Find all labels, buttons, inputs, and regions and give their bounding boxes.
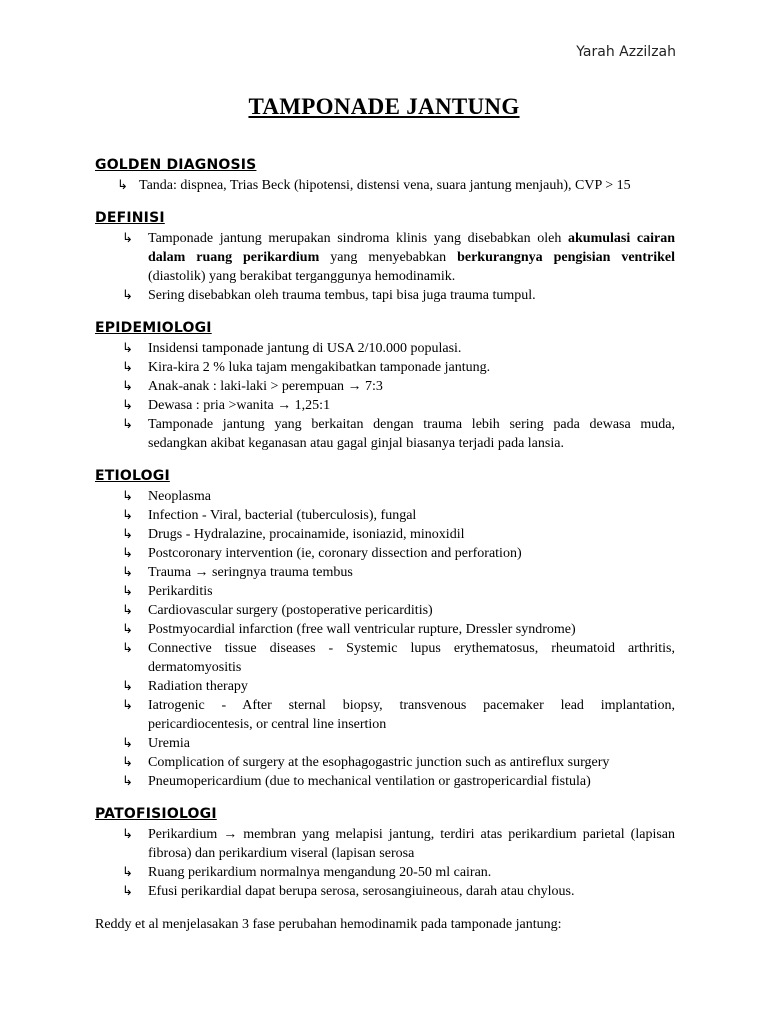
list-item — [95, 358, 675, 377]
list-item — [95, 882, 675, 901]
hooked-arrow-icon: ↳ — [122, 341, 133, 356]
hooked-arrow-icon: ↳ — [122, 546, 133, 561]
hooked-arrow-icon: ↳ — [122, 379, 133, 394]
section-heading: GOLDEN DIAGNOSIS — [95, 157, 257, 173]
list-item — [95, 601, 675, 620]
list-item-text: Uremia — [148, 736, 190, 751]
hooked-arrow-icon: ↳ — [122, 489, 133, 504]
list-item-text: Neoplasma — [148, 489, 211, 504]
section-heading: ETIOLOGI — [95, 468, 170, 484]
list-item — [95, 863, 675, 882]
list-item — [95, 639, 675, 677]
list-item-text: Dewasa : pria >wanita → 1,25:1 — [148, 398, 331, 413]
list-item — [95, 415, 675, 453]
list-item-text: Postmyocardial infarction (free wall ventricular rupture, Dressler syndrome) — [148, 622, 576, 637]
list-item — [95, 286, 675, 305]
hooked-arrow-icon: ↳ — [122, 622, 133, 637]
hooked-arrow-icon: ↳ — [122, 679, 133, 694]
list-item-text: Efusi perikardial dapat berupa serosa, serosangiuineous, darah atau chylous. — [148, 884, 575, 899]
list-item — [95, 544, 675, 563]
hooked-arrow-icon: ↳ — [122, 755, 133, 770]
list-item-text: Insidensi tamponade jantung di USA 2/10.000 populasi. — [148, 341, 462, 356]
hooked-arrow-icon: ↳ — [117, 178, 128, 193]
list-item — [95, 696, 675, 734]
list-item — [95, 377, 675, 396]
hooked-arrow-icon: ↳ — [122, 884, 133, 899]
hooked-arrow-icon: ↳ — [122, 865, 133, 880]
list-item-text: Infection - Viral, bacterial (tuberculosis), fungal — [148, 508, 417, 523]
bullet-list — [95, 487, 675, 791]
hooked-arrow-icon: ↳ — [122, 603, 133, 618]
closing-paragraph: Reddy et al menjelasakan 3 fase perubahan hemodinamik pada tamponade jantung: — [95, 917, 562, 932]
list-item-text: Anak-anak : laki-laki > perempuan → 7:3 — [148, 379, 383, 394]
bullet-list — [95, 339, 675, 453]
hooked-arrow-icon: ↳ — [122, 527, 133, 542]
document-body — [95, 156, 675, 934]
list-item — [95, 525, 675, 544]
list-item-text: Iatrogenic - After sternal biopsy, transvenous pacemaker lead implantation, pericardiocentesis, or central line insertion — [148, 698, 675, 732]
list-item — [95, 772, 675, 791]
section-golden-diagnosis — [95, 156, 675, 195]
list-item-text: Sering disebabkan oleh trauma tembus, tapi bisa juga trauma tumpul. — [148, 288, 536, 303]
list-item-text: Perikardium → membran yang melapisi jantung, terdiri atas perikardium parietal (lapisan fibrosa) dan perikardium viseral (lapisan serosa — [148, 827, 675, 861]
section-heading: PATOFISIOLOGI — [95, 806, 217, 822]
hooked-arrow-icon: ↳ — [122, 736, 133, 751]
section-heading: EPIDEMIOLOGI — [95, 320, 212, 336]
hooked-arrow-icon: ↳ — [122, 565, 133, 580]
hooked-arrow-icon: ↳ — [122, 288, 133, 303]
emphasis-text: akumulasi cairan dalam ruang perikardium — [148, 231, 675, 265]
list-item-text: Perikarditis — [148, 584, 213, 599]
list-item — [95, 582, 675, 601]
hooked-arrow-icon: ↳ — [122, 698, 133, 713]
list-item-text: Postcoronary intervention (ie, coronary dissection and perforation) — [148, 546, 522, 561]
list-item — [95, 339, 675, 358]
document-title: TAMPONADE JANTUNG — [248, 94, 520, 119]
list-item — [95, 506, 675, 525]
list-item — [95, 825, 675, 863]
section-patofisiologi — [95, 805, 675, 901]
list-item-text: Connective tissue diseases - Systemic lupus erythematosus, rheumatoid arthritis, dermatomyositis — [148, 641, 675, 675]
list-item-text: Complication of surgery at the esophagogastric junction such as antireflux surgery — [148, 755, 610, 770]
list-item-text: Ruang perikardium normalnya mengandung 20-50 ml cairan. — [148, 865, 492, 880]
hooked-arrow-icon: ↳ — [122, 231, 133, 246]
bullet-list — [95, 176, 675, 195]
list-item-text: Tamponade jantung yang berkaitan dengan trauma lebih sering pada dewasa muda, sedangkan akibat keganasan atau gagal ginjal biasanya terjadi pada lansia. — [148, 417, 675, 451]
hooked-arrow-icon: ↳ — [122, 827, 133, 842]
list-item — [95, 753, 675, 772]
hooked-arrow-icon: ↳ — [122, 584, 133, 599]
list-item-text: Radiation therapy — [148, 679, 248, 694]
hooked-arrow-icon: ↳ — [122, 398, 133, 413]
list-item — [95, 487, 675, 506]
hooked-arrow-icon: ↳ — [122, 641, 133, 656]
list-item — [95, 734, 675, 753]
section-etiologi — [95, 467, 675, 791]
hooked-arrow-icon: ↳ — [122, 508, 133, 523]
list-item-text: Trauma → seringnya trauma tembus — [148, 565, 353, 580]
author-name: Yarah Azzilzah — [576, 44, 676, 60]
section-epidemiologi — [95, 319, 675, 453]
emphasis-text: berkurangnya pengisian ventrikel — [457, 250, 675, 265]
list-item-text: Kira-kira 2 % luka tajam mengakibatkan tamponade jantung. — [148, 360, 491, 375]
bullet-list — [95, 229, 675, 305]
list-item-text: Tanda: dispnea, Trias Beck (hipotensi, distensi vena, suara jantung menjauh), CVP > 15 — [139, 178, 631, 193]
list-item-text: Drugs - Hydralazine, procainamide, isoniazid, minoxidil — [148, 527, 465, 542]
section-definisi — [95, 209, 675, 305]
list-item — [95, 563, 675, 582]
list-item — [95, 176, 675, 195]
list-item-text: Cardiovascular surgery (postoperative pericarditis) — [148, 603, 433, 618]
list-item — [95, 229, 675, 286]
list-item — [95, 620, 675, 639]
list-item-text: Tamponade jantung merupakan sindroma klinis yang disebabkan oleh akumulasi cairan dalam ruang perikardium yang menyebabkan berkurangnya pengisian ventrikel (diastolik) yang berakibat terganggunya hemodinamik. — [148, 231, 675, 284]
list-item-text: Pneumopericardium (due to mechanical ventilation or gastropericardial fistula) — [148, 774, 591, 789]
hooked-arrow-icon: ↳ — [122, 360, 133, 375]
list-item — [95, 677, 675, 696]
section-heading: DEFINISI — [95, 210, 165, 226]
hooked-arrow-icon: ↳ — [122, 417, 133, 432]
list-item — [95, 396, 675, 415]
bullet-list — [95, 825, 675, 901]
hooked-arrow-icon: ↳ — [122, 774, 133, 789]
